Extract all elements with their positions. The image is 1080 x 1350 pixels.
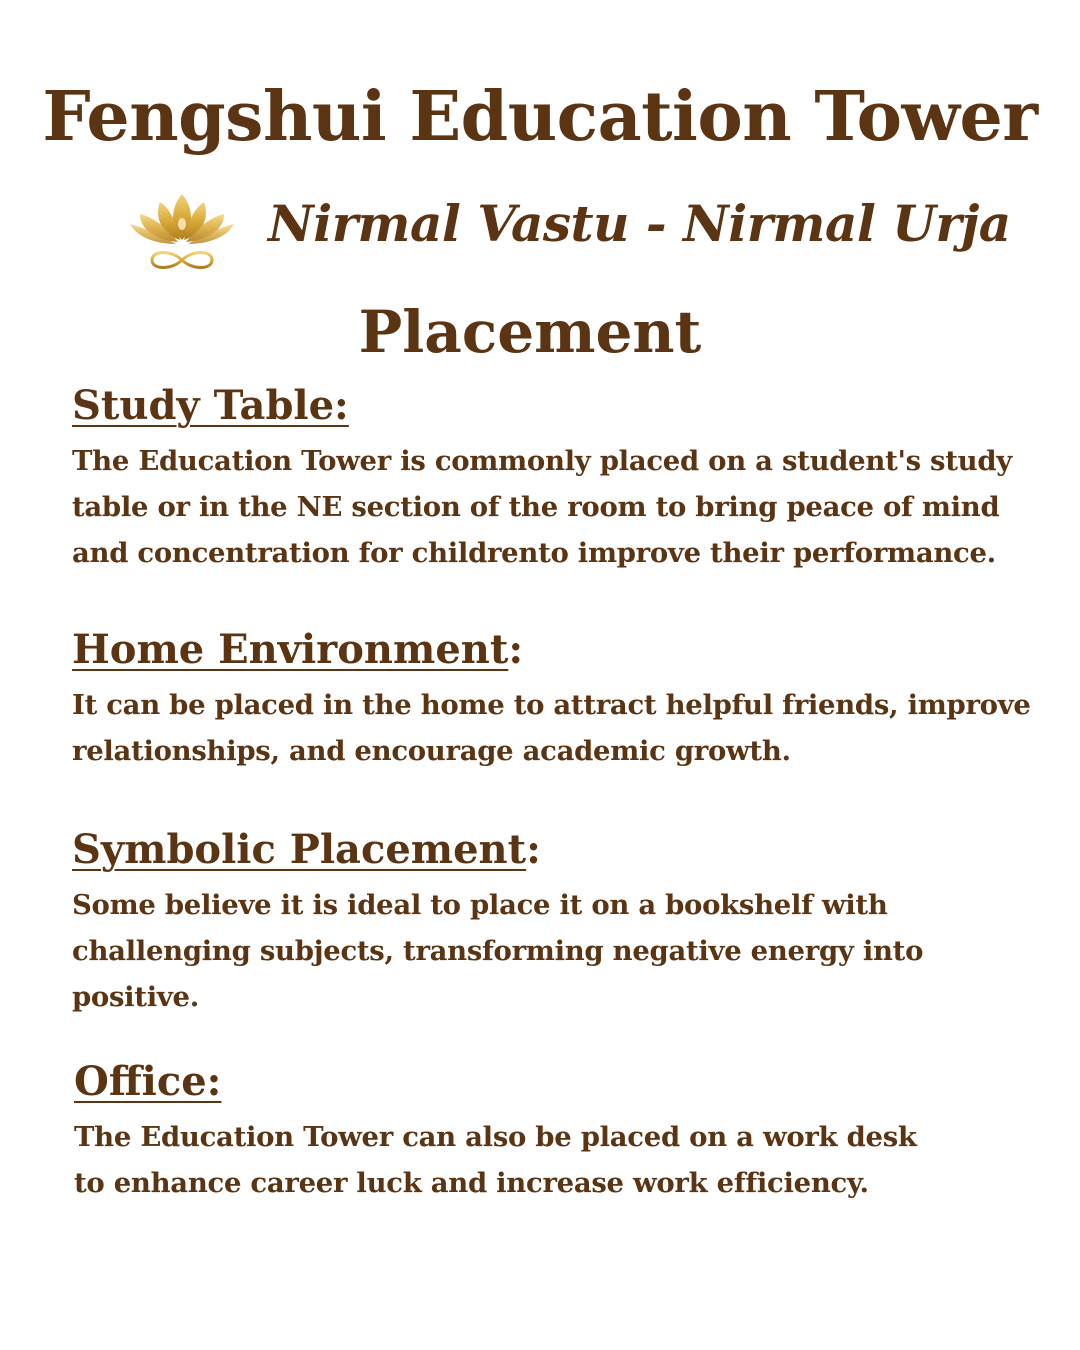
section-heading-text: Symbolic Placement xyxy=(72,826,527,873)
section-heading xyxy=(72,624,1062,676)
page-title: Fengshui Education Tower xyxy=(42,77,1038,157)
body-line: Some believe it is ideal to place it on a bookshelf with xyxy=(72,889,888,921)
section-heading-text: Study Table: xyxy=(72,382,349,429)
subtitle: Placement xyxy=(358,298,702,366)
section-body xyxy=(72,882,1062,1020)
body-line: and concentration for childrento improve their performance. xyxy=(72,537,996,569)
body-line: The Education Tower can also be placed on a work desk xyxy=(74,1121,917,1153)
section-body xyxy=(74,1114,1064,1206)
body-line: relationships, and encourage academic growth. xyxy=(72,735,791,767)
body-line: to enhance career luck and increase work efficiency. xyxy=(74,1167,869,1199)
section-office xyxy=(74,1056,1064,1206)
body-line: positive. xyxy=(72,981,199,1013)
section-heading xyxy=(74,1056,1064,1108)
section-heading xyxy=(72,380,1062,432)
brand-name: Nirmal Vastu - Nirmal Urja xyxy=(268,194,1011,253)
section-heading-suffix: : xyxy=(526,826,541,873)
section-symbolic-placement xyxy=(72,824,1062,1020)
lotus-infinity-icon xyxy=(126,188,238,276)
body-line: The Education Tower is commonly placed on a student's study xyxy=(72,445,1012,477)
body-line: challenging subjects, transforming negative energy into xyxy=(72,935,924,967)
section-home-environment xyxy=(72,624,1062,774)
body-line: It can be placed in the home to attract helpful friends, improve xyxy=(72,689,1031,721)
section-heading-text: Home Environment xyxy=(72,626,509,673)
section-study-table xyxy=(72,380,1062,576)
section-body xyxy=(72,682,1062,774)
section-heading-text: Office: xyxy=(74,1058,222,1105)
brand-row xyxy=(120,188,1020,278)
section-heading-suffix: : xyxy=(508,626,524,673)
section-body xyxy=(72,438,1062,576)
section-heading xyxy=(72,824,1062,876)
body-line: table or in the NE section of the room to bring peace of mind xyxy=(72,491,1000,523)
